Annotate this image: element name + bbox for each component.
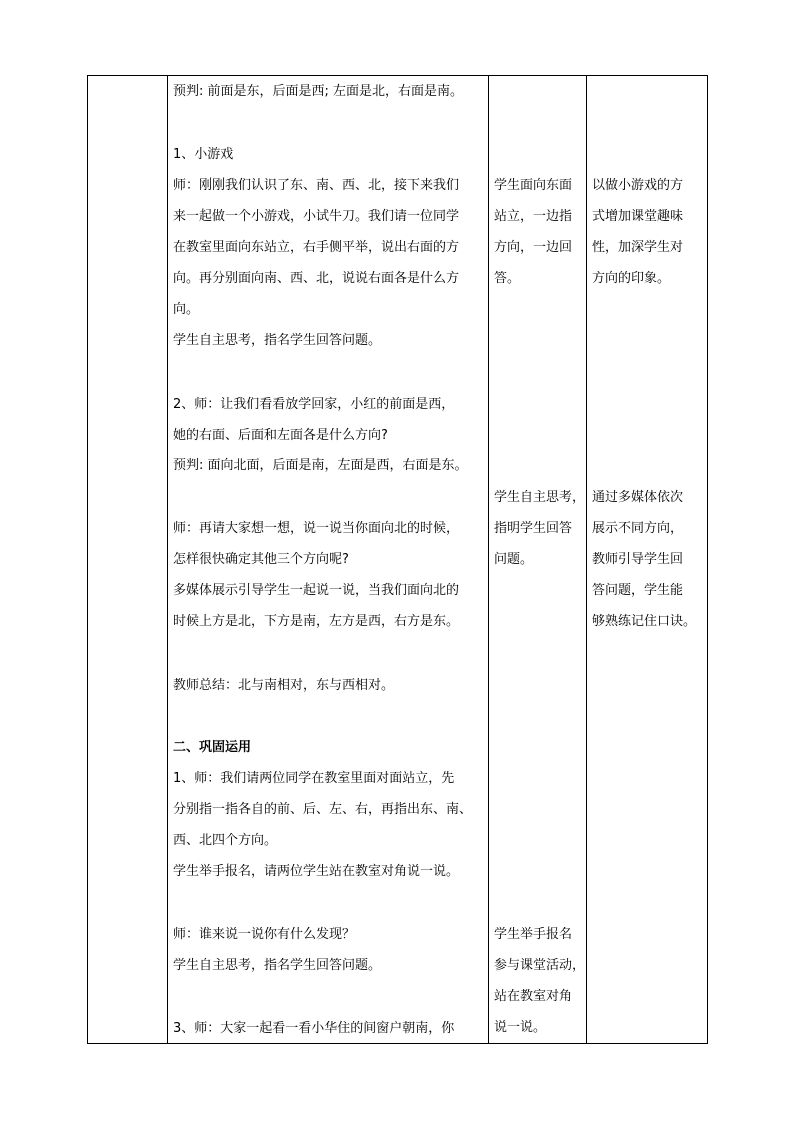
- student-activity-line: 学生面向东面: [494, 178, 573, 193]
- design-intent-column: [587, 76, 708, 1044]
- design-intent-line: 教师引导学生回: [592, 552, 684, 567]
- section-heading: 二、巩固运用: [173, 740, 252, 755]
- student-activity-line: 说一说。: [494, 1020, 547, 1035]
- text-line: 分别指一指各自的前、后、左、右，再指出东、南、: [173, 802, 473, 817]
- prediction-line: 预判: 前面是东，后面是西; 左面是北，右面是南。: [173, 84, 464, 99]
- text-line: 来一起做一个小游戏，小试牛刀。我们请一位同学: [173, 209, 460, 224]
- text-line: 学生自主思考，指名学生回答问题。: [173, 958, 382, 973]
- text-line: 3、师：大家一起看一看小华住的间窗户朝南，你: [173, 1021, 455, 1036]
- section-heading: 1、小游戏: [173, 147, 234, 162]
- student-activity-line: 答。: [494, 271, 521, 286]
- text-line: 师：再请大家想一想，说一说当你面向北的时候，: [173, 521, 460, 536]
- text-line: 她的右面、后面和左面各是什么方向?: [173, 428, 388, 443]
- text-line: 向。再分别面向南、西、北，说说右面各是什么方: [173, 271, 460, 286]
- text-line: 怎样很快确定其他三个方向呢?: [173, 552, 349, 567]
- student-activity-line: 学生举手报名: [494, 927, 573, 942]
- design-intent-line: 方向的印象。: [592, 271, 671, 286]
- student-activity-line: 问题。: [494, 552, 534, 567]
- design-intent-line: 展示不同方向，: [592, 521, 684, 536]
- student-activity-line: 参与课堂活动，: [494, 958, 586, 973]
- design-intent-line: 够熟练记住口诀。: [592, 614, 697, 629]
- teaching-process-column: [168, 76, 489, 1044]
- text-line: 学生举手报名，请两位学生站在教室对角说一说。: [173, 864, 460, 879]
- text-line: 时候上方是北，下方是南，左方是西，右方是东。: [173, 614, 460, 629]
- student-activity-column: [489, 76, 587, 1044]
- design-intent-line: 通过多媒体依次: [592, 490, 684, 505]
- text-line: 向。: [173, 302, 200, 317]
- text-line: 2、师：让我们看看放学回家，小红的前面是西，: [173, 397, 455, 412]
- empty-label-column: [88, 76, 168, 1044]
- summary-line: 教师总结：北与南相对，东与西相对。: [173, 678, 395, 693]
- design-intent-line: 答问题，学生能: [592, 583, 684, 598]
- text-line: 西、北四个方向。: [173, 833, 278, 848]
- prediction-line: 预判: 面向北面，后面是南，左面是西，右面是东。: [173, 458, 468, 473]
- student-activity-line: 指明学生回答: [494, 521, 573, 536]
- lesson-plan-table: [87, 75, 708, 1044]
- text-line: 学生自主思考，指名学生回答问题。: [173, 333, 382, 348]
- student-activity-line: 学生自主思考，: [494, 490, 586, 505]
- design-intent-line: 以做小游戏的方: [592, 178, 684, 193]
- design-intent-line: 式增加课堂趣味: [592, 209, 684, 224]
- text-line: 师：刚刚我们认识了东、南、西、北，接下来我们: [173, 178, 460, 193]
- student-activity-line: 方向，一边回: [494, 240, 573, 255]
- student-activity-line: 站立，一边指: [494, 209, 573, 224]
- student-activity-line: 站在教室对角: [494, 989, 573, 1004]
- text-line: 多媒体展示引导学生一起说一说，当我们面向北的: [173, 583, 460, 598]
- text-line: 在教室里面向东站立，右手侧平举，说出右面的方: [173, 240, 460, 255]
- text-line: 1、师：我们请两位同学在教室里面对面站立，先: [173, 771, 455, 786]
- design-intent-line: 性，加深学生对: [592, 240, 684, 255]
- text-line: 师：谁来说一说你有什么发现？: [173, 927, 356, 942]
